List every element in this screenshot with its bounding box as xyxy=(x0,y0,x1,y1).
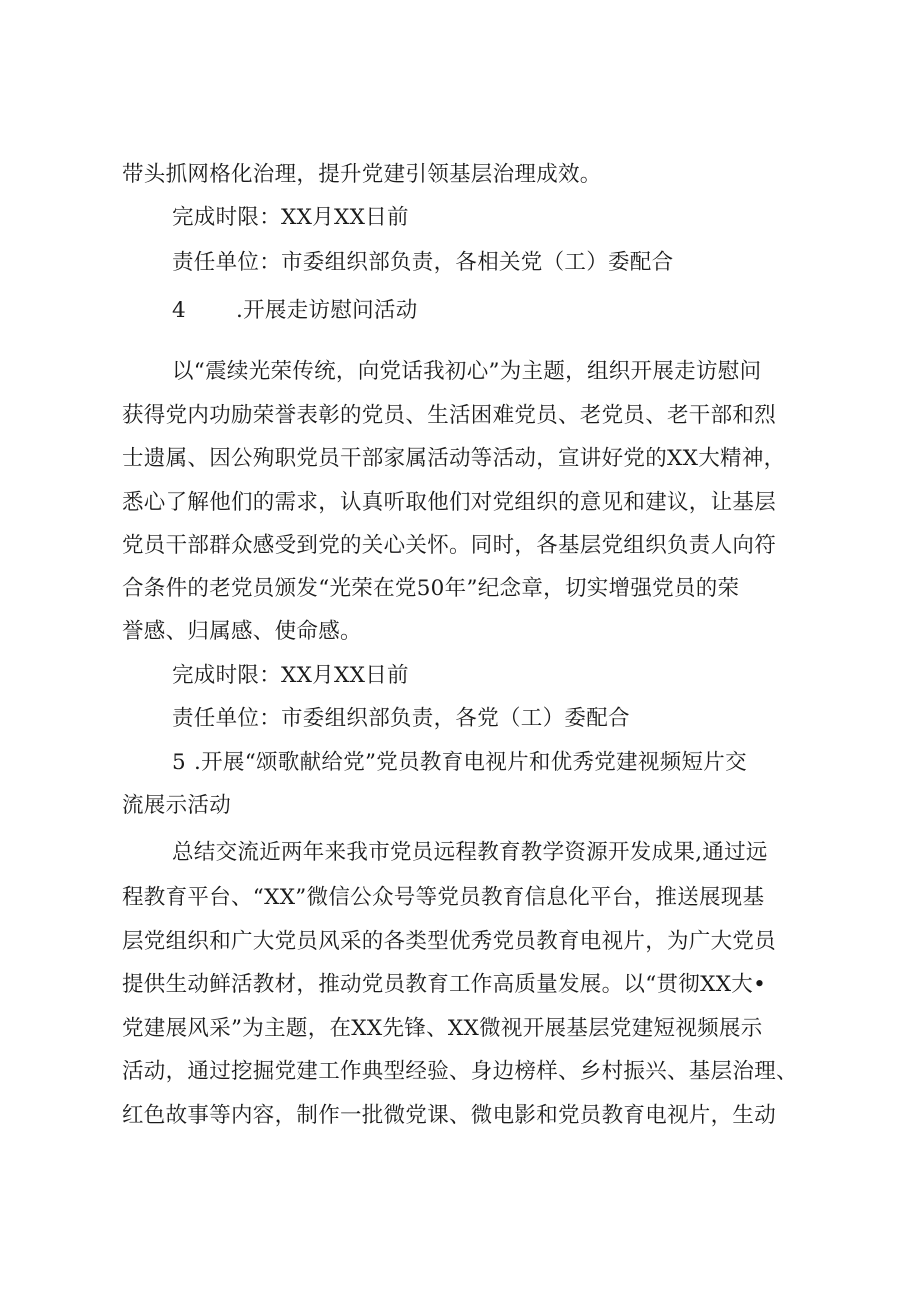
section4-deadline: 完成时限：XX月XX日前 xyxy=(172,663,409,688)
section5-line: 程教育平台、“XX”微信公众号等党员教育信息化平台，推送展现基 xyxy=(122,885,765,910)
section5-line: 总结交流近两年来我市党员远程教育教学资源开发成果,通过远 xyxy=(172,840,768,865)
section5-line: 党建展风采”为主题，在XX先锋、XX微视开展基层党建短视频展示 xyxy=(122,1016,763,1041)
section4-line: 誉感、归属感、使命感。 xyxy=(122,619,362,644)
section4-line: 士遗属、因公殉职党员干部家属活动等活动，宣讲好党的XX大精神， xyxy=(122,446,786,471)
section5-title-cont: 流展示活动 xyxy=(122,793,232,818)
section5-line: 提供生动鲜活教材，推动党员教育工作高质量发展。以“贯彻XX大• xyxy=(122,972,767,997)
section4-number: 4 xyxy=(172,298,186,323)
intro-line: 带头抓网格化治理，提升党建引领基层治理成效。 xyxy=(122,162,602,187)
section4-line: 获得党内功励荣誉表彰的党员、生活困难党员、老党员、老干部和烈 xyxy=(122,403,777,428)
section5-line: 活动，通过挖掘党建工作典型经验、身边榜样、乡村振兴、基层治理、 xyxy=(122,1059,798,1084)
intro-deadline: 完成时限：XX月XX日前 xyxy=(172,205,409,230)
section5-number: 5 xyxy=(172,750,186,775)
section4-line: 党员干部群众感受到党的关心关怀。同时，各基层党组织负责人向符 xyxy=(122,533,777,558)
section5-line: 层党组织和广大党员风采的各类型优秀党员教育电视片，为广大党员 xyxy=(122,929,777,954)
section4-line: 合条件的老党员颁发“光荣在党50年”纪念章，切实增强党员的荣 xyxy=(122,576,740,601)
section4-responsible: 责任单位：市委组织部负责，各党（工）委配合 xyxy=(172,706,630,731)
section5-title: .开展“颂歌献给党”党员教育电视片和优秀党建视频短片交 xyxy=(193,750,747,775)
section5-line: 红色故事等内容，制作一批微党课、微电影和党员教育电视片，生动 xyxy=(122,1103,777,1128)
section4-heading xyxy=(172,296,418,326)
section4-title: .开展走访慰问活动 xyxy=(235,298,418,323)
intro-responsible: 责任单位：市委组织部负责，各相关党（工）委配合 xyxy=(172,250,674,275)
section4-line: 悉心了解他们的需求，认真听取他们对党组织的意见和建议，让基层 xyxy=(122,490,777,515)
section4-line: 以“震续光荣传统，向党话我初心”为主题，组织开展走访慰问 xyxy=(172,359,762,384)
section5-heading xyxy=(172,748,747,778)
